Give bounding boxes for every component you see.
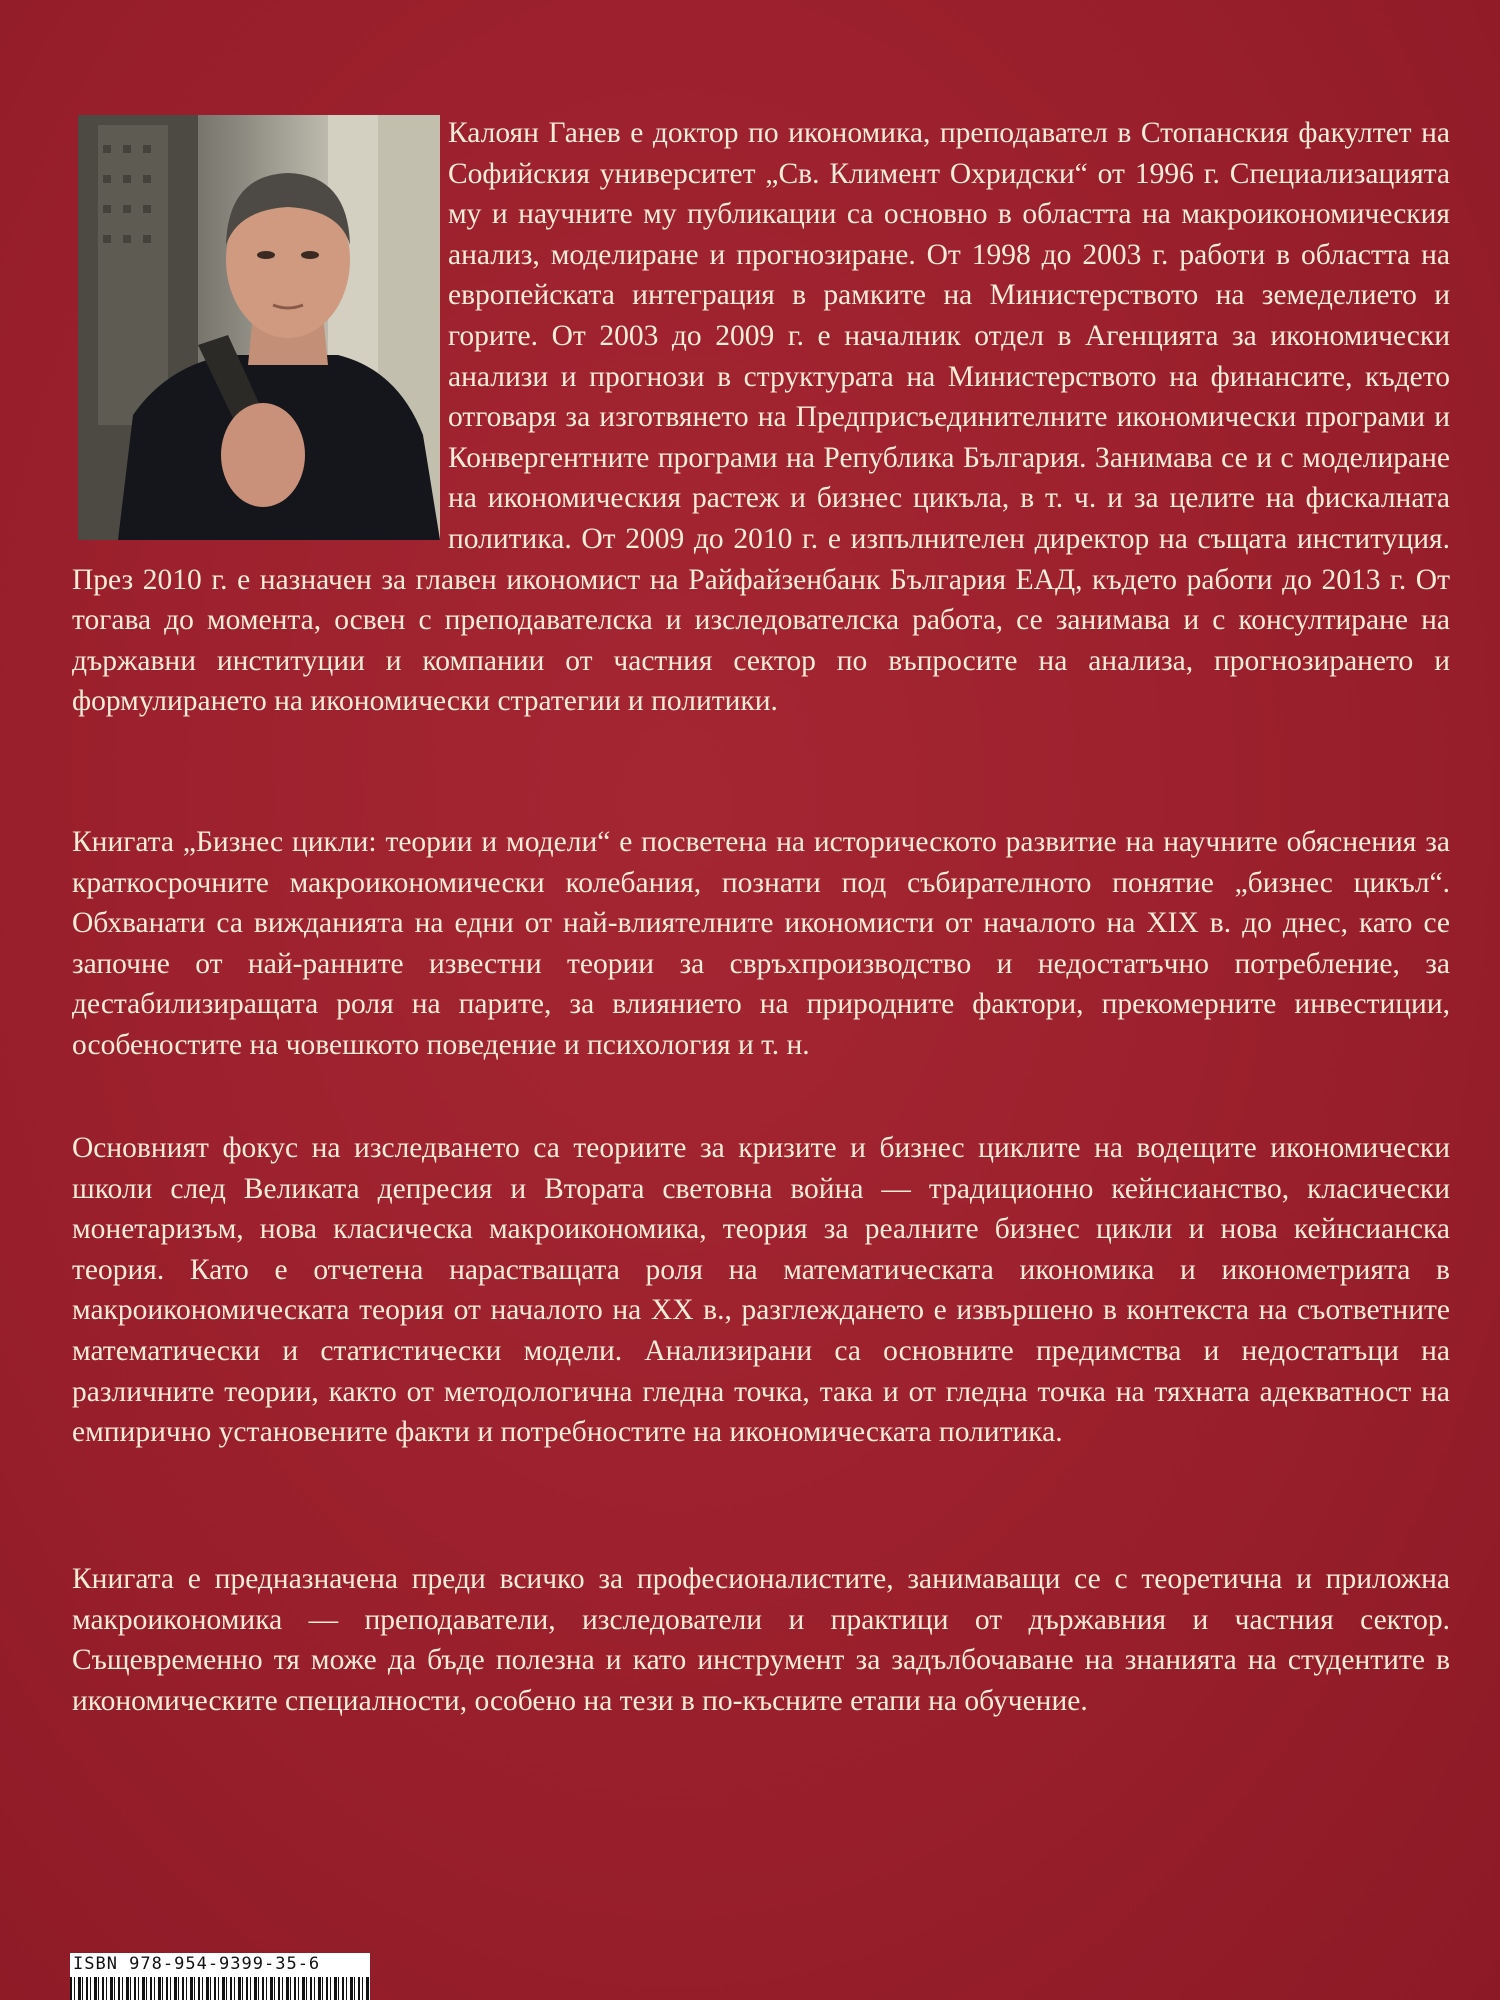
author-bio-text: Калоян Ганев е доктор по икономика, преподавател в Стопанския факултет на Софийския университет „Св. Климент Охридски“ от 1996 г. Специализацията му и научните му публикации са основно в областта на макроикономическия анализ, моделиране и прогнозиране. От 1998 до 2003 г. работи в областта на европейската интеграция в рамките на Министерството на земеделието и горите. От 2003 до 2009 г. е началник отдел в Агенцията за икономически анализи и прогнози в структурата на Министерството на финансите, където отговаря за изготвянето на Предприсъединителните икономически програми и Конвергентните програми на Република България. Занимава се и с моделиране на икономическия растеж и бизнес цикъла, в т. ч. и за целите на фискалната политика. От 2009 до 2010 г. е изпълнителен директор на същата институция. През 2010 г. е назначен за главен икономист на Райфайзенбанк България ЕАД, където работи до 2013 г. От тогава до момента, освен с преподавателска и изследователска работа, се занимава и с консултиране на държавни институции и компании от частния сектор по въпросите на анализа, прогнозирането и формулирането на икономически стратегии и политики. <box>72 117 1450 718</box>
isbn-barcode <box>70 1953 370 2000</box>
isbn-number: ISBN 978-954-9399-35-6 <box>73 1954 321 1974</box>
book-description-text: Книгата „Бизнес цикли: теории и модели“ е посветена на историческото развитие на научните обяснения за краткосрочните макроикономически колебания, познати под събирателното понятие „бизнес цикъл“. Обхванати са вижданията на едни от най-влиятелните икономисти от началото на XIX в. до днес, като се започне от най-ранните известни теории за свръхпроизводство и недостатъчно потребление, за дестабилизиращата роля на парите, за влиянието на природните фактори, прекомерните инвестиции, особеностите на човешкото поведение и психология и т. н. <box>72 826 1450 1061</box>
barcode-bars <box>70 1977 370 2000</box>
research-focus-paragraph <box>72 1128 1450 1453</box>
author-bio <box>72 113 1450 722</box>
book-description-paragraph <box>72 822 1450 1066</box>
research-focus-text: Основният фокус на изследването са теориите за кризите и бизнес циклите на водещите икономически школи след Великата депресия и Втората световна война — традиционно кейнсианство, класически монетаризъм, нова класическа макроикономика, теория за реалните бизнес цикли и нова кейнсианска теория. Като е отчетена нарастващата роля на математическата икономика и иконометрията в макроикономическата теория от началото на XX в., разглеждането е извършено в контекста на съответните математически и статистически модели. Анализирани са основните предимства и недостатъци на различните теории, както от методологична гледна точка, така и от гледна точка на тяхната адекватност на емпирично установените факти и потребностите на икономическата политика. <box>72 1132 1450 1449</box>
audience-paragraph <box>72 1559 1450 1721</box>
photo-spacer <box>72 113 448 543</box>
audience-text: Книгата е предназначена преди всичко за професионалистите, занимаващи се с теоретична и приложна макроикономика — преподаватели, изследователи и практици от държавния и частния сектор. Същевременно тя може да бъде полезна и като инструмент за задълбочаване на знанията на студентите в икономическите специалности, особено на тези в по-късните етапи на обучение. <box>72 1563 1450 1717</box>
